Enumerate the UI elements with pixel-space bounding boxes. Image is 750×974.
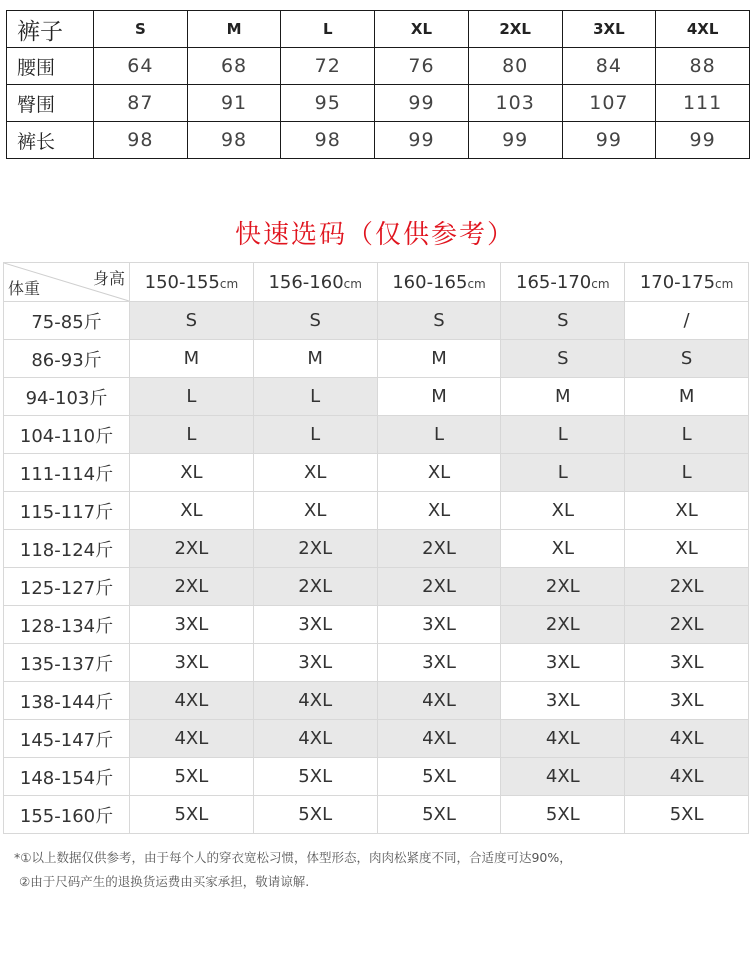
size-recommendation-cell: 5XL xyxy=(501,796,625,834)
size-row xyxy=(7,48,750,85)
weight-range-cell: 111-114斤 xyxy=(4,454,130,492)
weight-range-cell: 155-160斤 xyxy=(4,796,130,834)
weight-range-cell: 118-124斤 xyxy=(4,530,130,568)
size-recommendation-cell: L xyxy=(253,378,377,416)
size-recommendation-cell: S xyxy=(501,302,625,340)
size-recommendation-cell: 2XL xyxy=(377,530,501,568)
pick-row xyxy=(4,796,749,834)
size-recommendation-cell: 2XL xyxy=(253,530,377,568)
size-header-cell: 4XL xyxy=(656,11,750,48)
size-recommendation-cell: 2XL xyxy=(253,568,377,606)
size-cell: 111 xyxy=(656,85,750,122)
height-range: 156-160 xyxy=(268,271,344,293)
size-cell: 91 xyxy=(187,85,281,122)
size-header-cell: XL xyxy=(375,11,469,48)
size-cell: 107 xyxy=(562,85,656,122)
size-recommendation-cell: 3XL xyxy=(501,644,625,682)
height-header-cell xyxy=(130,263,254,302)
size-cell: 99 xyxy=(375,85,469,122)
size-header-cell: 2XL xyxy=(468,11,562,48)
size-recommendation-cell: 5XL xyxy=(253,758,377,796)
size-recommendation-cell: 4XL xyxy=(377,720,501,758)
size-cell: 87 xyxy=(94,85,188,122)
pick-row xyxy=(4,530,749,568)
notes xyxy=(14,846,744,894)
size-recommendation-cell: XL xyxy=(625,530,749,568)
note-1: *①以上数据仅供参考，由于每个人的穿衣宽松习惯，体型形态，肉肉松紧度不同，合适度可达90%， xyxy=(14,850,572,865)
size-recommendation-cell: S xyxy=(130,302,254,340)
weight-range-cell: 145-147斤 xyxy=(4,720,130,758)
size-cell: 103 xyxy=(468,85,562,122)
weight-range-cell: 128-134斤 xyxy=(4,606,130,644)
size-cell: 88 xyxy=(656,48,750,85)
size-cell: 76 xyxy=(375,48,469,85)
note-2: ②由于尺码产生的退换货运费由买家承担，敬请谅解. xyxy=(19,874,310,889)
size-recommendation-cell: XL xyxy=(130,454,254,492)
size-recommendation-cell: 2XL xyxy=(501,606,625,644)
size-recommendation-cell: 2XL xyxy=(377,568,501,606)
height-range: 150-155 xyxy=(144,271,220,293)
height-range: 170-175 xyxy=(639,271,716,293)
height-unit: cm xyxy=(715,276,734,291)
size-recommendation-cell: L xyxy=(501,416,625,454)
size-recommendation-cell: 3XL xyxy=(625,644,749,682)
size-recommendation-cell: M xyxy=(377,378,501,416)
size-row-label: 臀围 xyxy=(7,85,94,122)
weight-range-cell: 104-110斤 xyxy=(4,416,130,454)
height-unit: cm xyxy=(467,276,486,291)
size-header-row xyxy=(7,11,750,48)
pick-row xyxy=(4,378,749,416)
size-row xyxy=(7,85,750,122)
pick-row xyxy=(4,606,749,644)
corner-weight-label: 体重 xyxy=(8,279,41,298)
size-recommendation-cell: 3XL xyxy=(130,606,254,644)
size-row xyxy=(7,122,750,159)
quick-pick-title: 快速选码（仅供参考） xyxy=(234,220,515,250)
quick-pick-table xyxy=(3,262,749,834)
size-recommendation-cell: XL xyxy=(501,492,625,530)
pick-row xyxy=(4,758,749,796)
size-cell: 99 xyxy=(656,122,750,159)
size-cell: 80 xyxy=(468,48,562,85)
weight-range-cell: 148-154斤 xyxy=(4,758,130,796)
pick-row xyxy=(4,454,749,492)
pick-row xyxy=(4,644,749,682)
size-cell: 99 xyxy=(375,122,469,159)
size-recommendation-cell: L xyxy=(253,416,377,454)
size-recommendation-cell: XL xyxy=(377,492,501,530)
size-recommendation-cell: 4XL xyxy=(501,758,625,796)
weight-range-cell: 75-85斤 xyxy=(4,302,130,340)
size-cell: 84 xyxy=(562,48,656,85)
size-cell: 99 xyxy=(562,122,656,159)
pick-row xyxy=(4,416,749,454)
pick-header-row xyxy=(4,263,749,302)
height-range: 160-165 xyxy=(392,271,468,293)
pick-row xyxy=(4,492,749,530)
height-header-cell xyxy=(377,263,501,302)
pick-row xyxy=(4,720,749,758)
weight-range-cell: 94-103斤 xyxy=(4,378,130,416)
size-recommendation-cell: 3XL xyxy=(130,644,254,682)
weight-range-cell: 86-93斤 xyxy=(4,340,130,378)
size-table xyxy=(6,10,750,159)
size-cell: 64 xyxy=(94,48,188,85)
size-recommendation-cell: 4XL xyxy=(625,758,749,796)
size-recommendation-cell: 5XL xyxy=(625,796,749,834)
size-recommendation-cell: L xyxy=(625,454,749,492)
size-recommendation-cell: S xyxy=(253,302,377,340)
size-header-cell: 3XL xyxy=(562,11,656,48)
size-recommendation-cell: 3XL xyxy=(501,682,625,720)
size-header-cell: S xyxy=(94,11,188,48)
size-recommendation-cell: 3XL xyxy=(253,644,377,682)
size-recommendation-cell: 5XL xyxy=(253,796,377,834)
size-recommendation-cell: S xyxy=(377,302,501,340)
height-unit: cm xyxy=(591,276,610,291)
size-recommendation-cell: 3XL xyxy=(377,606,501,644)
size-recommendation-cell: L xyxy=(625,416,749,454)
size-recommendation-cell: 4XL xyxy=(625,720,749,758)
size-row-label: 裤长 xyxy=(7,122,94,159)
size-recommendation-cell: M xyxy=(625,378,749,416)
corner-height-label: 身高 xyxy=(92,269,125,288)
size-cell: 98 xyxy=(94,122,188,159)
size-header-cell: M xyxy=(187,11,281,48)
size-recommendation-cell: L xyxy=(130,416,254,454)
size-recommendation-cell: 5XL xyxy=(130,758,254,796)
size-recommendation-cell: 4XL xyxy=(253,720,377,758)
height-unit: cm xyxy=(343,276,362,291)
pick-row xyxy=(4,340,749,378)
size-recommendation-cell: XL xyxy=(130,492,254,530)
size-header-label: 裤子 xyxy=(7,11,94,48)
size-recommendation-cell: 4XL xyxy=(501,720,625,758)
size-recommendation-cell: M xyxy=(377,340,501,378)
size-recommendation-cell: S xyxy=(625,340,749,378)
size-row-label: 腰围 xyxy=(7,48,94,85)
size-recommendation-cell: L xyxy=(130,378,254,416)
size-recommendation-cell: 3XL xyxy=(625,682,749,720)
height-header-cell xyxy=(253,263,377,302)
size-recommendation-cell: L xyxy=(501,454,625,492)
size-recommendation-cell: 4XL xyxy=(377,682,501,720)
size-recommendation-cell: XL xyxy=(253,454,377,492)
size-cell: 98 xyxy=(187,122,281,159)
pick-row xyxy=(4,682,749,720)
size-recommendation-cell: XL xyxy=(253,492,377,530)
size-recommendation-cell: XL xyxy=(377,454,501,492)
pick-row xyxy=(4,568,749,606)
size-recommendation-cell: 2XL xyxy=(501,568,625,606)
size-recommendation-cell: 2XL xyxy=(625,606,749,644)
size-recommendation-cell: 4XL xyxy=(253,682,377,720)
weight-range-cell: 135-137斤 xyxy=(4,644,130,682)
size-recommendation-cell: 4XL xyxy=(130,682,254,720)
weight-range-cell: 125-127斤 xyxy=(4,568,130,606)
size-recommendation-cell: M xyxy=(130,340,254,378)
size-cell: 95 xyxy=(281,85,375,122)
size-cell: 68 xyxy=(187,48,281,85)
size-recommendation-cell: XL xyxy=(501,530,625,568)
weight-range-cell: 115-117斤 xyxy=(4,492,130,530)
height-header-cell xyxy=(501,263,625,302)
size-recommendation-cell: M xyxy=(501,378,625,416)
size-recommendation-cell: 5XL xyxy=(377,796,501,834)
size-cell: 99 xyxy=(468,122,562,159)
size-recommendation-cell: L xyxy=(377,416,501,454)
size-recommendation-cell: 3XL xyxy=(377,644,501,682)
size-recommendation-cell: 2XL xyxy=(130,568,254,606)
height-header-cell xyxy=(625,263,749,302)
size-recommendation-cell: 2XL xyxy=(625,568,749,606)
size-recommendation-cell: XL xyxy=(625,492,749,530)
size-recommendation-cell: 4XL xyxy=(130,720,254,758)
height-unit: cm xyxy=(219,276,239,291)
size-recommendation-cell: 5XL xyxy=(377,758,501,796)
size-recommendation-cell: / xyxy=(625,302,749,340)
size-cell: 98 xyxy=(281,122,375,159)
pick-row xyxy=(4,302,749,340)
size-recommendation-cell: 5XL xyxy=(130,796,254,834)
corner-cell xyxy=(4,263,130,302)
weight-range-cell: 138-144斤 xyxy=(4,682,130,720)
size-cell: 72 xyxy=(281,48,375,85)
height-range: 165-170 xyxy=(516,271,592,293)
size-header-cell: L xyxy=(281,11,375,48)
size-recommendation-cell: 2XL xyxy=(130,530,254,568)
size-recommendation-cell: M xyxy=(253,340,377,378)
size-recommendation-cell: 3XL xyxy=(253,606,377,644)
size-recommendation-cell: S xyxy=(501,340,625,378)
